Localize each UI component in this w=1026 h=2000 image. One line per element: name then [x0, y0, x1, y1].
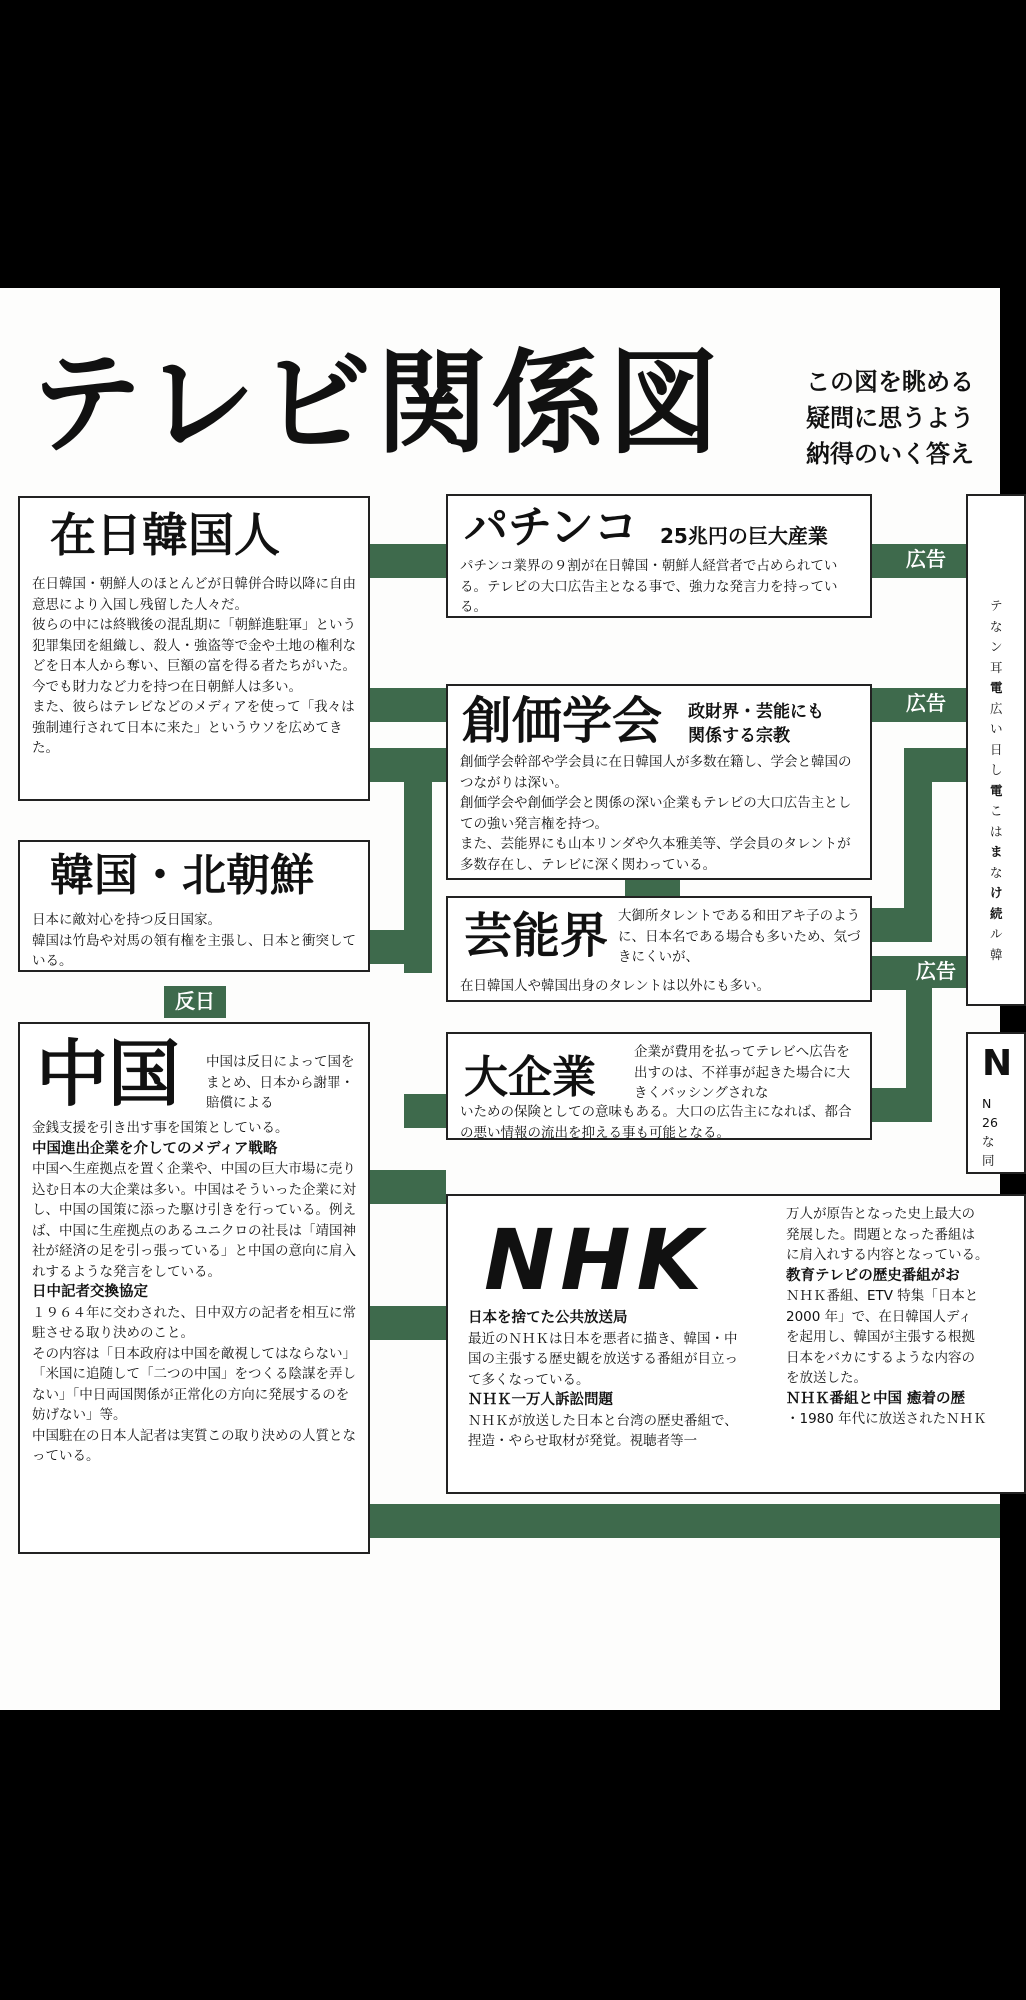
china-para: 中国へ生産拠点を置く企業や、中国の巨大市場に売り込む日本の大企業は多い。中国はそういった企業に対し、中国の国策に添った駆け引きを行っている。例えば、中国に生産拠点のあるユニクロの社長は「靖国神社が経済の足を引っ張っている」と中国の意向に肩入れするような発言をしている。: [32, 1161, 356, 1280]
soka-para: また、芸能界にも山本リンダや久本雅美等、学会員のタレントが多数存在し、テレビに深く関わっている。: [460, 836, 851, 873]
nhk-section-heading: 日本を捨てた公共放送局: [468, 1310, 628, 1326]
right-edge-char: N: [982, 1096, 992, 1111]
right-edge-char: ま: [990, 844, 1003, 859]
kokoku-label: 広告: [894, 688, 958, 720]
geino-tail: 在日韓国人や韓国出身のタレントは以外にも多い。: [460, 978, 771, 994]
nhk-right-line: を放送した。: [786, 1370, 867, 1386]
china-para: その内容は「日本政府は中国を敵視してはならない」「米国に追随して「二つの中国」をつくる陰謀を弄しない」「中日両国関係が正常化の方向に発展するのを妨げない」等。: [32, 1345, 356, 1423]
china-section-heading: 中国進出企業を介してのメディア戦略: [32, 1140, 278, 1157]
paper: [0, 288, 1013, 1710]
right-edge-char: テ: [990, 598, 1003, 613]
right-edge-box-2: [966, 1032, 1026, 1174]
daikigyo-box: [446, 1032, 872, 1140]
intro-line-3: 納得のいく答え: [806, 440, 974, 468]
connector-bar: [368, 544, 446, 578]
right-edge-heading: N: [982, 1043, 1013, 1084]
kokoku-label: 広告: [894, 544, 958, 576]
right-edge-char: 26: [982, 1115, 998, 1130]
nhk-para: ＮＨＫが放送した日本と台湾の歴史番組で、捏造・やらせ取材が発覚。視聴者等一: [468, 1412, 738, 1449]
zainichi-body: [32, 574, 362, 759]
pachinko-heading: パチンコ: [464, 502, 638, 553]
nhk-right-line: 発展した。問題となった番組は: [786, 1226, 975, 1243]
kankoku-box: [18, 840, 370, 972]
soka-heading: 創価学会: [462, 692, 662, 750]
pachinko-subheading: 25兆円の巨大産業: [660, 524, 828, 548]
china-box: [18, 1022, 370, 1554]
connector-bar: [368, 1306, 446, 1340]
intro-line-2: 疑問に思うよう: [806, 404, 974, 432]
nhk-logo: NHK: [484, 1211, 708, 1309]
nhk-right-line: 万人が原告となった史上最大の: [786, 1206, 975, 1222]
daikigyo-heading: 大企業: [464, 1052, 596, 1103]
hannichi-label: 反日: [164, 986, 226, 1018]
connector-bar: [368, 1170, 446, 1204]
nhk-section-heading: 教育テレビの歴史番組がお: [786, 1267, 960, 1284]
china-body: [32, 1118, 362, 1467]
geino-heading: 芸能界: [464, 908, 609, 964]
right-edge-text-2: [982, 1094, 1022, 1170]
right-edge-char: し: [990, 762, 1003, 777]
right-edge-char: こ: [990, 803, 1003, 818]
right-edge-char: 広: [990, 700, 1003, 716]
right-edge-char: 日: [990, 741, 1003, 757]
nhk-box: [446, 1194, 1026, 1494]
right-edge-text: [990, 596, 1010, 965]
nhk-right-body: [786, 1204, 996, 1430]
nhk-left-body: [468, 1308, 750, 1452]
right-edge-char: な: [982, 1134, 995, 1149]
nhk-right-line: ・1980 年代に放送されたＮＨＫ: [786, 1411, 987, 1427]
soka-subheading-line: 関係する宗教: [688, 726, 790, 746]
nhk-right-line: 日本をバカにするような内容の: [786, 1349, 975, 1366]
nhk-right-line: 2000 年」で、在日韓国人ディ: [786, 1308, 972, 1325]
intro-line-1: この図を眺める: [806, 368, 974, 396]
intro-text: [806, 364, 974, 472]
connector-bar: [404, 1094, 446, 1128]
right-edge-char: ル: [990, 926, 1003, 941]
soka-subheading: [688, 700, 824, 748]
connector-bar: [904, 748, 972, 782]
soka-box: [446, 684, 872, 880]
connector-bar: [368, 1504, 1000, 1538]
zainichi-para: 彼らの中には終戦後の混乱期に「朝鮮進駐軍」という犯罪集団を組織し、殺人・強盗等で金や土地の権利などを日本人から奪い、巨額の富を得る者たちがいた。: [32, 617, 356, 674]
connector-bar: [368, 930, 432, 964]
connector-bar: [872, 908, 932, 942]
right-edge-char: な: [990, 618, 1003, 634]
kankoku-para: 日本に敵対心を持つ反日国家。: [32, 912, 221, 928]
china-para: １９６４年に交わされた、日中双方の記者を相互に常駐させる取り決めのこと。: [32, 1304, 356, 1341]
zainichi-para: 在日韓国・朝鮮人のほとんどが日韓併合時以降に自由意思により入国し残留した人々だ。: [32, 576, 356, 613]
soka-subheading-line: 政財界・芸能にも: [688, 702, 824, 722]
right-edge-char: け: [990, 885, 1003, 900]
connector-bar: [872, 1088, 932, 1122]
zainichi-para: 今でも財力など力を持つ在日朝鮮人は多い。: [32, 678, 302, 695]
china-section-heading: 日中記者交換協定: [32, 1284, 148, 1300]
page-title: テレビ関係図: [30, 339, 724, 469]
right-edge-char: 電: [990, 680, 1003, 695]
zainichi-heading: 在日韓国人: [50, 508, 280, 562]
soka-para: 創価学会幹部や学会員に在日韓国人が多数在籍し、学会と韓国のつながりは深い。: [460, 754, 852, 791]
right-edge-char: 韓: [990, 946, 1003, 962]
geino-lead: 大御所タレントである和田アキ子のように、日本名である場合も多いため、気づきにくいが、: [618, 908, 861, 965]
pachinko-box: [446, 494, 872, 618]
nhk-right-line: に肩入れする内容となっている。: [786, 1247, 989, 1263]
zainichi-box: [18, 496, 370, 801]
china-heading: 中国: [36, 1032, 181, 1116]
china-para: 中国駐在の日本人記者は実質この取り決めの人質となっている。: [32, 1427, 356, 1464]
right-edge-char: ン: [990, 639, 1003, 654]
kokoku-label: 広告: [904, 956, 968, 988]
nhk-right-line: ＮＨＫ番組、ETV 特集「日本と: [786, 1288, 979, 1304]
china-lead: 中国は反日によって国をまとめ、日本から謝罪・賠償による: [206, 1054, 355, 1111]
zainichi-para: また、彼らはテレビなどのメディアを使って「我々は強制連行されて日本に来た」というウソを広めてきた。: [32, 699, 355, 756]
nhk-para: 最近のＮＨＫは日本を悪者に描き、韓国・中国の主張する歴史観を放送する番組が目立って多くなっている。: [468, 1330, 738, 1388]
daikigyo-lead: 企業が費用を払ってテレビへ広告を出すのは、不祥事が起きた場合に大きくバッシングされな: [634, 1044, 850, 1101]
soka-para: 創価学会や創価学会と関係の深い企業もテレビの大口広告主としての強い発言権を持つ。: [460, 795, 852, 832]
kankoku-body: [32, 910, 362, 972]
right-edge-char: 電: [990, 782, 1003, 798]
nhk-right-line: を起用し、韓国が主張する根拠: [786, 1329, 975, 1345]
right-edge-char: 続: [990, 905, 1003, 921]
connector-bar: [368, 688, 446, 722]
right-edge-box: [966, 494, 1026, 1006]
daikigyo-tail: いための保険としての意味もある。大口の広告主になれば、都合の悪い情報の流出を抑える事も可能となる。: [460, 1104, 852, 1141]
right-edge-char: 同: [982, 1153, 995, 1168]
china-lead-tail: 金銭支援を引き出す事を国策としている。: [32, 1120, 289, 1136]
kankoku-heading: 韓国・北朝鮮: [50, 850, 314, 901]
nhk-section-heading: ＮＨＫ一万人訴訟問題: [468, 1392, 613, 1408]
geino-box: [446, 896, 872, 1002]
pachinko-body: パチンコ業界の９割が在日韓国・朝鮮人経営者で占められている。テレビの大口広告主となる事で、強力な発言力を持っている。: [460, 558, 838, 615]
soka-body: [460, 752, 860, 875]
right-edge-char: は: [990, 823, 1003, 839]
kankoku-para: 韓国は竹島や対馬の領有権を主張し、日本と衝突している。: [32, 932, 356, 969]
nhk-section-heading: ＮＨＫ番組と中国 癒着の歴: [786, 1390, 966, 1407]
right-edge-char: な: [990, 864, 1003, 880]
right-edge-char: い: [990, 721, 1003, 736]
right-edge-char: 耳: [990, 659, 1003, 675]
